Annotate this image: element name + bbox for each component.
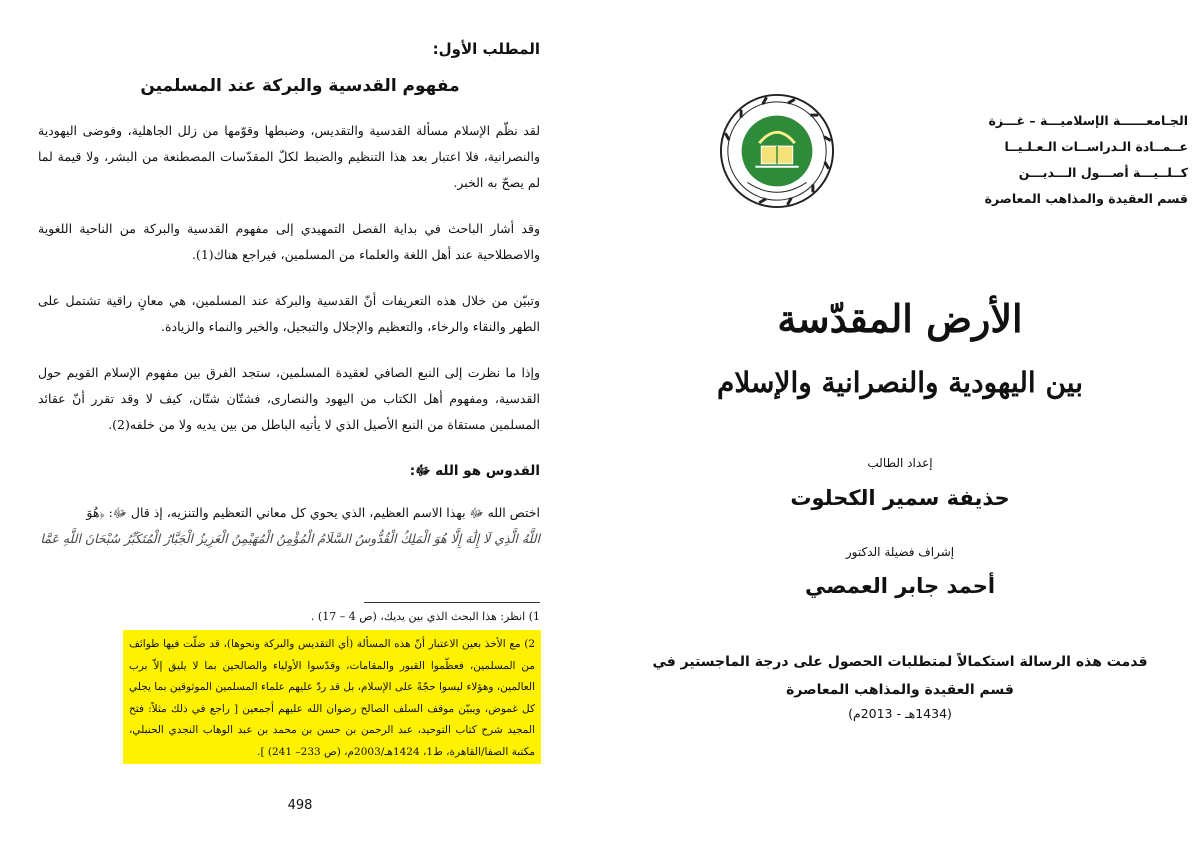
paragraph: وقد أشار الباحث في بداية الفصل التمهيدي إلى مفهوم القدسية والبركة من الناحية اللغوية والاصطلاحية عند أهل اللغة والعلماء من المسلمين، فيراجع هناك(1).	[38, 221, 540, 262]
subheading: القدوس هو الله ﷻ:	[409, 463, 540, 479]
supervision-label: إشراف فضيلة الدكتور	[845, 545, 955, 559]
quran-verse: اللَّهُ الَّذِي لَا إِلَٰهَ إِلَّا هُوَ الْمَلِكُ الْقُدُّوسُ السَّلَامُ الْمُؤْمِنُ الْمُهَيْمِنُ الْعَزِيزُ الْجَبَّارُ الْمُتَكَبِّرُ سُبْحَانَ اللَّهِ عَمَّا	[40, 531, 540, 546]
university-logo-icon	[718, 92, 836, 210]
page-number: 498	[287, 798, 313, 813]
prepared-by-label: إعداد الطالب	[867, 456, 933, 470]
right-page	[600, 0, 1200, 852]
institution-line: قسم العقيدة والمذاهب المعاصرة	[984, 191, 1188, 206]
body-text	[38, 118, 540, 552]
section-title: مفهوم القدسية والبركة عند المسلمين	[140, 76, 460, 96]
submission-line: قسم العقيدة والمذاهب المعاصرة	[786, 682, 1014, 698]
thesis-title: الأرض المقدّسة	[777, 296, 1023, 341]
paragraph: وتبيّن من خلال هذه التعريفات أنّ القدسية والبركة عند المسلمين، هي معانٍ راقية تشتمل على الطهر والنقاء والرخاء، والتعظيم والإجلال والتبجيل، والخير والنماء والزيادة.	[38, 293, 541, 334]
submission-statement	[620, 648, 1180, 704]
thesis-subtitle: بين اليهودية والنصرانية والإسلام	[716, 366, 1084, 399]
institution-line: عــمــادة الـدراســات الـعـلـيــا	[1004, 139, 1188, 154]
paragraph: وإذا ما نظرت إلى النبع الصافي لعقيدة المسلمين، ستجد الفرق بين مفهوم الإسلام القويم حول القدسية، ومفهوم أهل الكتاب من اليهود والنصارى، فشتّان شتّان، كيف لا وقد تقرر أنّ عقائد المسلمين مستقاة من النبع الأصيل الذي لا يأتيه الباطل من بين يديه ولا من خلفه(2).	[38, 365, 540, 432]
section-label: المطلب الأول:	[432, 40, 540, 58]
institution-line: كــلــيـــة أصـــول الـــديـــن	[1018, 165, 1188, 180]
institution-line: الجـامعــــــة الإسلاميـــة – غـــزة	[988, 113, 1188, 128]
paragraph: لقد نظّم الإسلام مسألة القدسية والتقديس، وضبطها وقوّمها من زلل الجاهلية، وفوضى اليهودية والنصرانية، فلا اعتبار بعد هذا التنظيم والضبط لكلّ المقدّسات المصطنعة من البشر، ولا قيمة لما لم يصحّ به الخبر.	[38, 123, 540, 190]
institution-block	[948, 108, 1188, 212]
year: (1434هـ - 2013م)	[848, 706, 952, 721]
footnote-1: 1) انظر: هذا البحث الذي بين يديك، (ص 4 – 17) .	[310, 610, 540, 623]
paragraph: اختص الله ﷻ بهذا الاسم العظيم، الذي يحوي كل معاني التعظيم والتنزيه، إذ قال ﷻ: ﴿هُوَ	[86, 505, 540, 520]
supervisor-name: أحمد جابر العمصي	[804, 574, 996, 598]
footnote-2-highlighted: 2) مع الأخذ بعين الاعتبار أنّ هذه المسألة (أي التقديس والبركة ونحوها)، قد ضلّت فيها طوائف من المسلمين، فعظّموا القبور والمقامات، وقدّسوا الأولياء والصالحين بما لا يليق إلاّ برب العالمين، وهؤلاء ليسوا حجّةً على الإسلام، بل قد ردّ عليهم علماء المسلمين الموثوقين بما يجلي كل غموض، ويبيّن موقف السلف الصالح رضوان الله عليهم أجمعين [ راجع في ذلك مثلاً: فتح المجيد شرح كتاب التوحيد، عبد الرحمن بن حسن بن محمد بن عبد الوهاب النجدي الحنبلي، مكتبة الصفا/القاهرة، ط1، 1424هـ/2003م، (ص 233– 241) ].	[123, 630, 541, 764]
submission-line: قدمت هذه الرسالة استكمالاً لمتطلبات الحصول على درجة الماجستير في	[652, 654, 1148, 670]
footnote-separator	[364, 602, 540, 603]
student-name: حذيفة سمير الكحلوت	[790, 486, 1010, 510]
